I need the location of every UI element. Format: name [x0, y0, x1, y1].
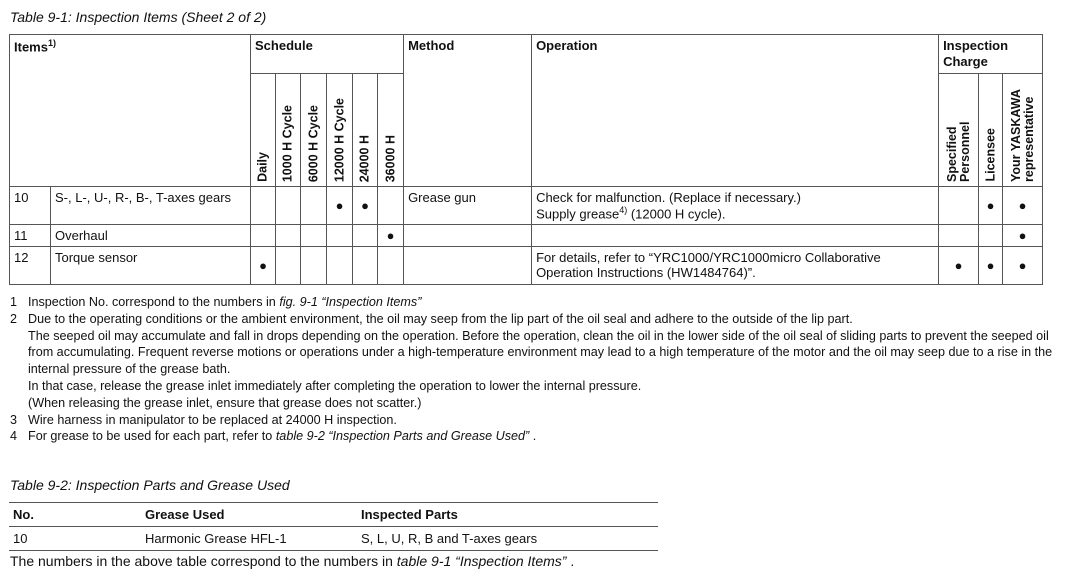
- charge-dot: ●: [1003, 247, 1043, 285]
- row-item: S-, L-, U-, R-, B-, T-axes gears: [51, 187, 251, 225]
- schedule-36000h-header: 36000 H: [378, 74, 404, 187]
- schedule-1000h-header: 1000 H Cycle: [276, 74, 301, 187]
- schedule-daily-header: Daily: [251, 74, 276, 187]
- inspection-items-table: [9, 34, 1043, 285]
- charge-dot: ●: [979, 247, 1003, 285]
- header-schedule: Schedule: [251, 35, 404, 74]
- charge-yaskawa-header: Your YASKAWA representative: [1003, 74, 1043, 187]
- schedule-dot: ●: [353, 187, 378, 225]
- footnote-4: 4 For grease to be used for each part, refer to table 9-2 “Inspection Parts and Grease Used” .: [10, 429, 537, 444]
- fig-reference: fig. 9-1 “Inspection Items”: [279, 295, 422, 309]
- header-grease-used: Grease Used: [141, 503, 357, 527]
- row-number: 12: [10, 247, 51, 285]
- charge-specified-personnel-header: Specified Personnel: [939, 74, 979, 187]
- header-inspection-charge: Inspection Charge: [939, 35, 1043, 74]
- header-inspected-parts: Inspected Parts: [357, 503, 658, 527]
- header-items: Items$^{1)}$: [10, 35, 251, 187]
- table1-caption: Table 9-1: Inspection Items (Sheet 2 of 2): [10, 9, 267, 25]
- table-row: [9, 527, 658, 551]
- charge-dot: ●: [1003, 187, 1043, 225]
- inspection-parts-table: [9, 502, 658, 551]
- header-no: No.: [9, 503, 141, 527]
- table-header-row: [9, 503, 658, 527]
- row-operation: For details, refer to “YRC1000/YRC1000micro Collaborative Operation Instructions (HW1484764)”.: [532, 247, 939, 285]
- table-row: [10, 187, 1043, 225]
- row-operation: Check for malfunction. (Replace if necessary.) Supply grease$^{4)}$ (12000 H cycle).: [532, 187, 939, 225]
- table-reference: table 9-1 “Inspection Items”: [396, 553, 567, 569]
- row-item: Torque sensor: [51, 247, 251, 285]
- table-reference: table 9-2 “Inspection Parts and Grease Used”: [275, 429, 530, 444]
- charge-dot: ●: [1003, 225, 1043, 247]
- schedule-dot: ●: [327, 187, 353, 225]
- header-operation: Operation: [532, 35, 939, 187]
- schedule-dot: ●: [251, 247, 276, 285]
- footnote-2: 2 Due to the operating conditions or the ambient environment, the oil may seep from the lip part of the oil seal and adhere to the outside of the lip part. The seeped oil may accumulate and fall in drops depending on the operation. Before the operation, clean the oil in the lower side of the oil seal of sliding parts to prevent the seeped oil from accumulating. Frequent reverse motions or operations under a high-temperature environment may lead to a high temperature of the motor and the oil may seep due to a rise in the internal pressure of the grease bath. In that case, release the grease inlet immediately after completing the operation to lower the internal pressure. (When releasing the grease inlet, ensure that grease does not scatter.): [10, 311, 1053, 410]
- schedule-12000h-header: 12000 H Cycle: [327, 74, 353, 187]
- header-method: Method: [404, 35, 532, 187]
- charge-dot: ●: [939, 247, 979, 285]
- row-grease: Harmonic Grease HFL-1: [141, 527, 357, 551]
- footer-note: The numbers in the above table correspond to the numbers in table 9-1 “Inspection Items” .: [10, 553, 575, 569]
- row-item: Overhaul: [51, 225, 251, 247]
- table-row: [10, 225, 1043, 247]
- footnote-1: 1 Inspection No. correspond to the numbers in fig. 9-1 “Inspection Items”: [10, 295, 422, 309]
- schedule-6000h-header: 6000 H Cycle: [301, 74, 327, 187]
- row-parts: S, L, U, R, B and T-axes gears: [357, 527, 658, 551]
- row-number: 11: [10, 225, 51, 247]
- schedule-24000h-header: 24000 H: [353, 74, 378, 187]
- row-number: 10: [9, 527, 141, 551]
- table2-caption: Table 9-2: Inspection Parts and Grease Used: [10, 477, 290, 493]
- charge-licensee-header: Licensee: [979, 74, 1003, 187]
- footnotes: [10, 294, 1055, 445]
- row-method: Grease gun: [404, 187, 532, 225]
- schedule-dot: ●: [378, 225, 404, 247]
- footnote-3: 3 Wire harness in manipulator to be replaced at 24000 H inspection.: [10, 412, 397, 427]
- charge-dot: ●: [979, 187, 1003, 225]
- row-number: 10: [10, 187, 51, 225]
- table-row: [10, 247, 1043, 285]
